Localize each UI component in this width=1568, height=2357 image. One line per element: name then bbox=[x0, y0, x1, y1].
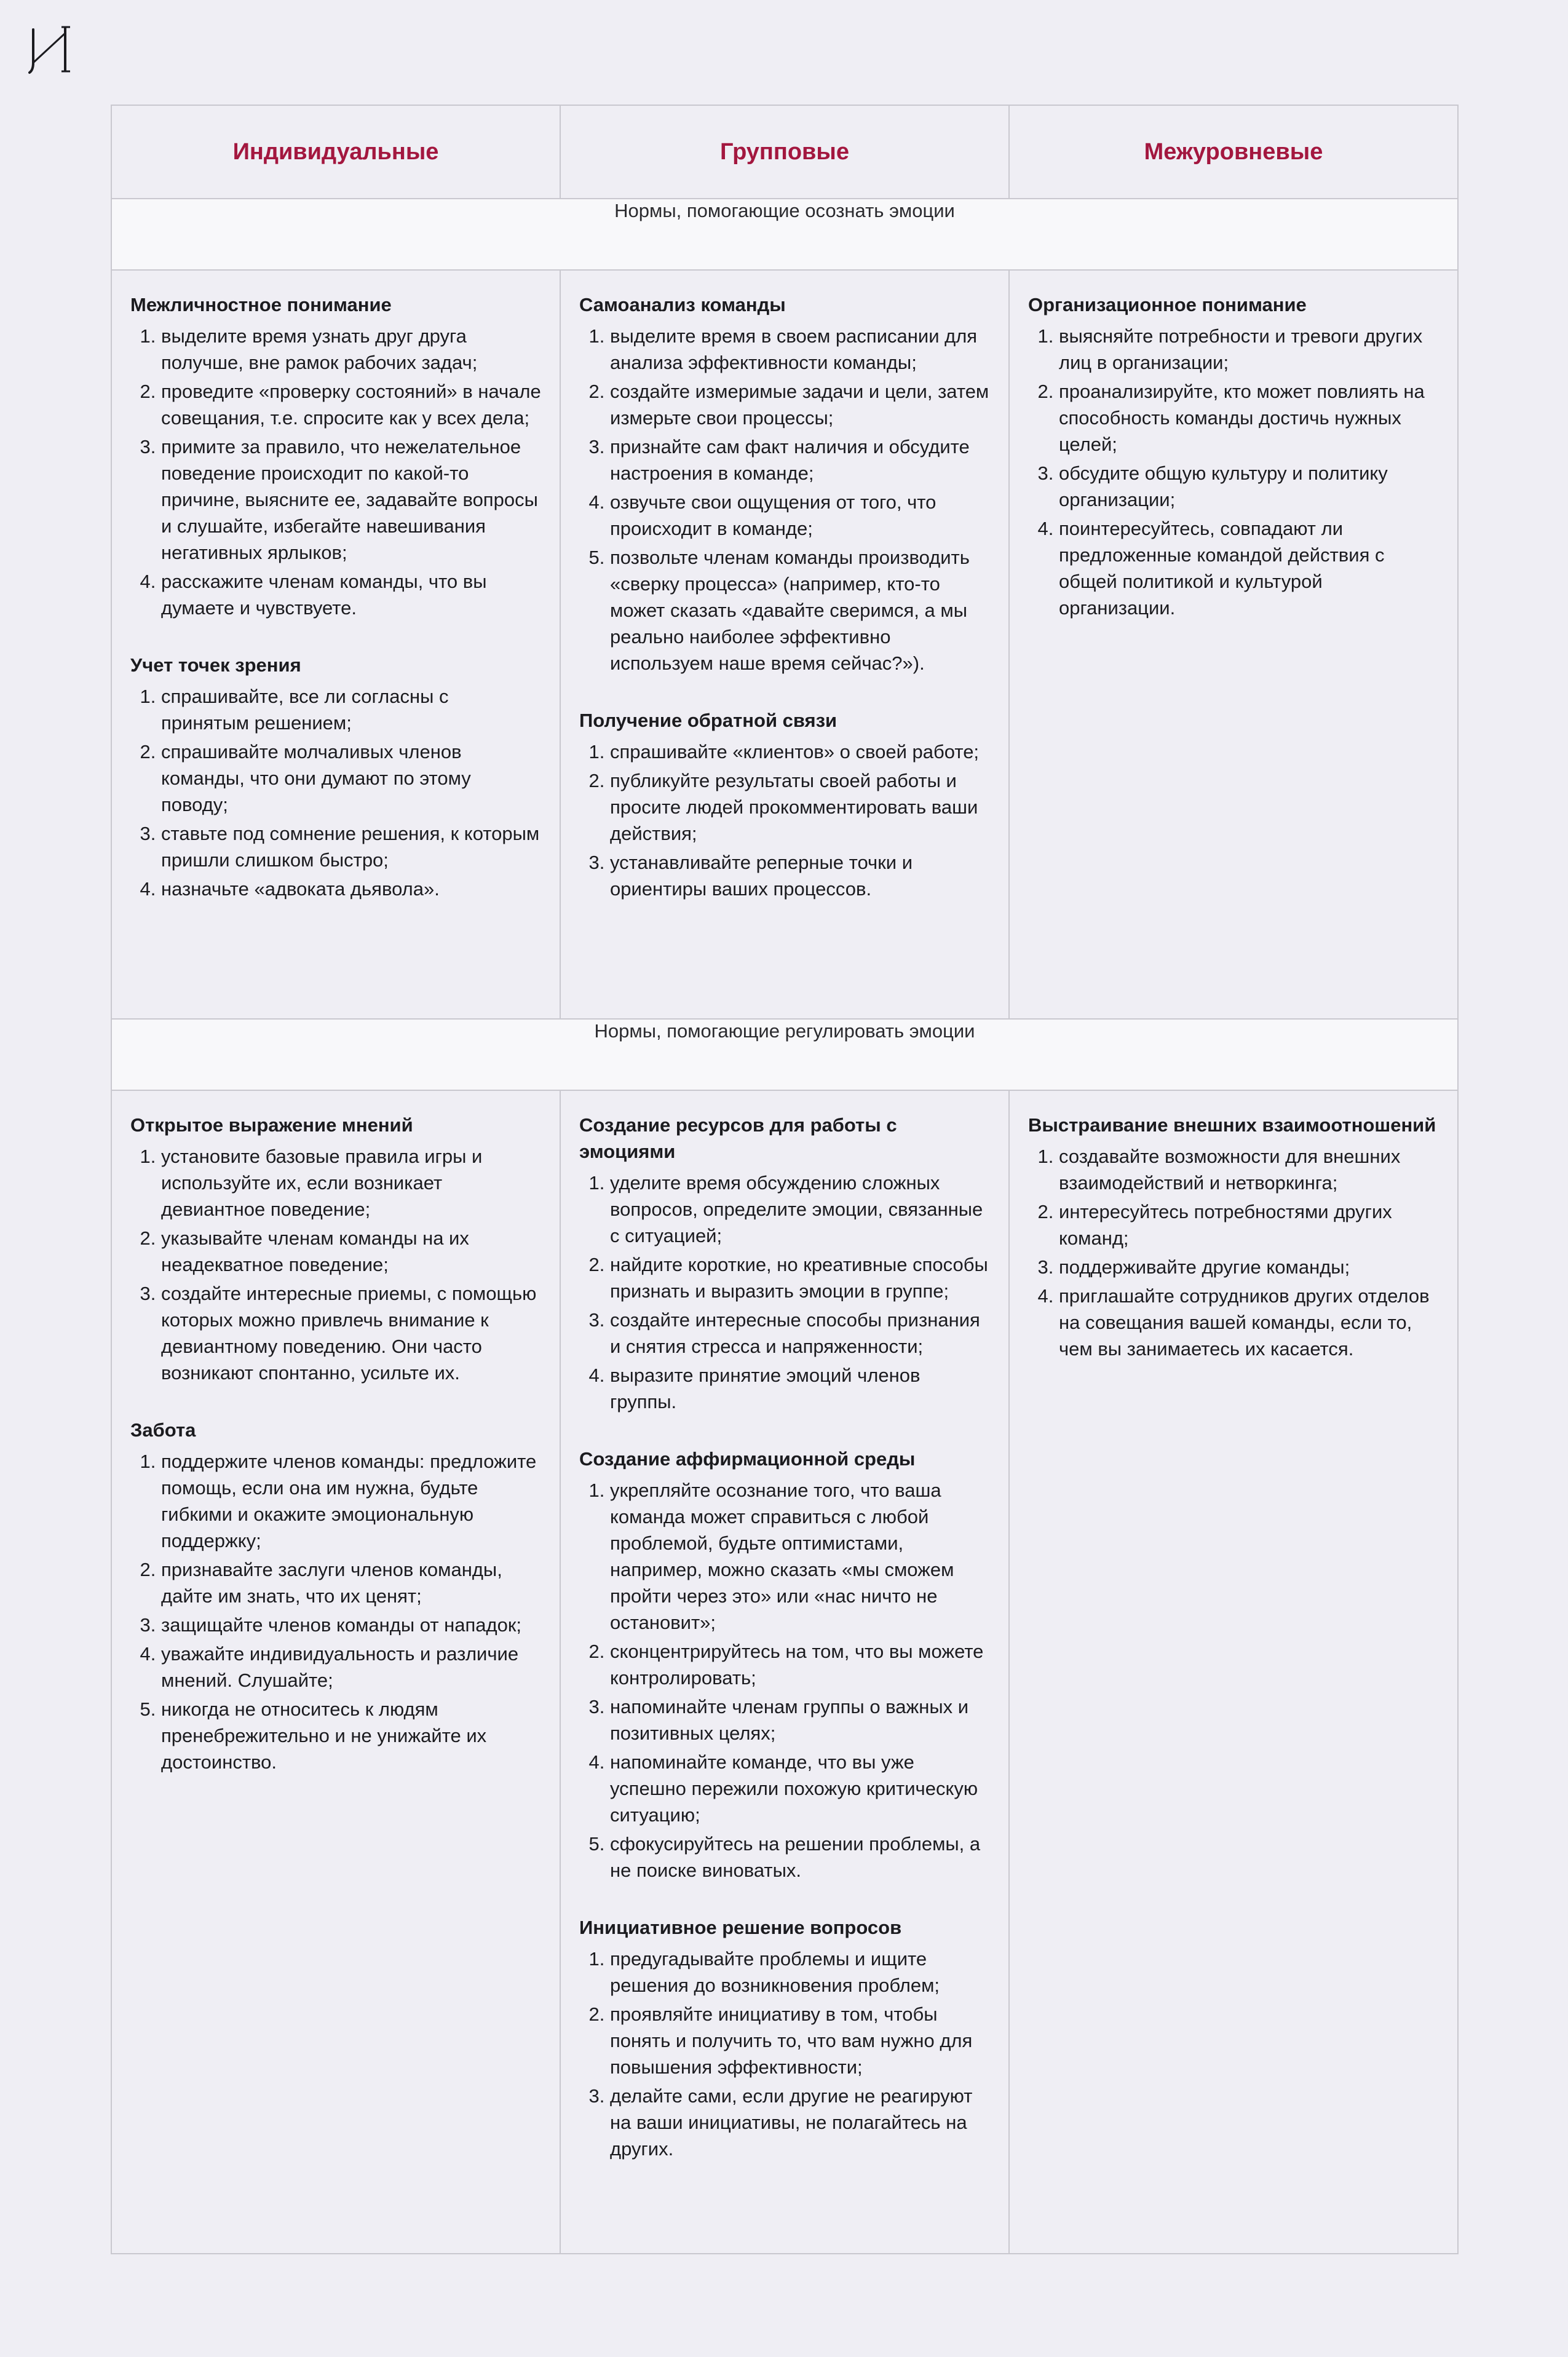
section-row bbox=[111, 1019, 1458, 1090]
norm-list-item: 3. делайте сами, если другие не реагируют на ваши инициативы, не полагайтесь на других. bbox=[610, 2083, 990, 2162]
norm-list-item: 2. интересуйтесь потребностями других команд; bbox=[1059, 1198, 1439, 1251]
norm-list bbox=[579, 1477, 990, 1884]
norm-group-title: Учет точек зрения bbox=[130, 654, 301, 676]
norm-list bbox=[579, 1170, 990, 1415]
section-title: Нормы, помогающие осознать эмоции bbox=[111, 199, 1458, 270]
norm-group-title: Получение обратной связи bbox=[579, 710, 837, 731]
norm-list-item: 3. ставьте под сомнение решения, к которым пришли слишком быстро; bbox=[161, 820, 541, 873]
norm-list-item: 2. указывайте членам команды на их неадекватное поведение; bbox=[161, 1225, 541, 1278]
norm-list-item: 1. спрашивайте, все ли согласны с принятым решением; bbox=[161, 683, 541, 736]
norm-group-title: Создание аффирмационной среды bbox=[579, 1448, 916, 1470]
norm-list-item: 3. устанавливайте реперные точки и ориентиры ваших процессов. bbox=[610, 849, 990, 902]
norm-group-title: Открытое выражение мнений bbox=[130, 1114, 413, 1136]
norm-list bbox=[130, 683, 541, 902]
norm-list-item: 3. создайте интересные приемы, с помощью которых можно привлечь внимание к девиантному поведению. Они часто возникают спонтанно, усильте их. bbox=[161, 1280, 541, 1386]
norm-group bbox=[579, 1914, 990, 2162]
norm-list-item: 3. создайте интересные способы признания и снятия стресса и напряженности; bbox=[610, 1307, 990, 1360]
norm-list-item: 3. признайте сам факт наличия и обсудите настроения в команде; bbox=[610, 434, 990, 486]
norm-group-title: Инициативное решение вопросов bbox=[579, 1917, 902, 1938]
norm-list-item: 3. обсудите общую культуру и политику организации; bbox=[1059, 460, 1439, 513]
norm-list bbox=[1028, 1143, 1439, 1362]
norm-group bbox=[130, 1417, 541, 1775]
norm-list-item: 1. выделите время узнать друг друга получше, вне рамок рабочих задач; bbox=[161, 323, 541, 376]
norm-list-item: 2. спрашивайте молчаливых членов команды, что они думают по этому поводу; bbox=[161, 739, 541, 818]
norm-group bbox=[1028, 291, 1439, 621]
column-header-individual: Индивидуальные bbox=[111, 105, 560, 199]
norm-cell bbox=[560, 270, 1009, 1019]
norm-group bbox=[1028, 1112, 1439, 1362]
norm-group-title: Межличностное понимание bbox=[130, 294, 392, 315]
norm-list-item: 2. проанализируйте, кто может повлиять на способность команды достичь нужных целей; bbox=[1059, 378, 1439, 458]
norms-table bbox=[111, 105, 1459, 2254]
norm-list-item: 2. проявляйте инициативу в том, чтобы понять и получить то, что вам нужно для повышения эффективности; bbox=[610, 2001, 990, 2080]
section-title: Нормы, помогающие регулировать эмоции bbox=[111, 1019, 1458, 1090]
norm-list bbox=[130, 1448, 541, 1775]
norm-list-item: 2. сконцентрируйтесь на том, что вы можете контролировать; bbox=[610, 1638, 990, 1691]
norm-group-title: Самоанализ команды bbox=[579, 294, 786, 315]
norm-list bbox=[130, 1143, 541, 1386]
norm-list bbox=[579, 739, 990, 902]
norm-list-item: 5. никогда не относитесь к людям пренебрежительно и не унижайте их достоинство. bbox=[161, 1696, 541, 1775]
monogram-icon bbox=[28, 25, 75, 75]
norm-group-title: Организационное понимание bbox=[1028, 294, 1307, 315]
norm-list bbox=[130, 323, 541, 621]
norm-list bbox=[579, 1946, 990, 2162]
norm-list-item: 4. расскажите членам команды, что вы думаете и чувствуете. bbox=[161, 568, 541, 621]
norm-list-item: 2. проведите «проверку состояний» в начале совещания, т.е. спросите как у всех дела; bbox=[161, 378, 541, 431]
norm-list-item: 1. выясняйте потребности и тревоги других лиц в организации; bbox=[1059, 323, 1439, 376]
norm-group bbox=[130, 1112, 541, 1386]
norm-group-title: Выстраивание внешних взаимоотношений bbox=[1028, 1114, 1436, 1136]
norm-list-item: 1. поддержите членов команды: предложите помощь, если она им нужна, будьте гибкими и окажите эмоциональную поддержку; bbox=[161, 1448, 541, 1554]
norm-cell bbox=[1009, 270, 1458, 1019]
norm-group bbox=[130, 652, 541, 902]
norm-list bbox=[1028, 323, 1439, 621]
norm-list-item: 1. предугадывайте проблемы и ищите решения до возникновения проблем; bbox=[610, 1946, 990, 1998]
norm-list-item: 5. позвольте членам команды производить «сверку процесса» (например, кто-то может сказать «давайте сверимся, а мы реально наиболее эффективно используем наше время сейчас?»). bbox=[610, 544, 990, 676]
norm-list-item: 4. приглашайте сотрудников других отделов на совещания вашей команды, если то, чем вы занимаетесь их касается. bbox=[1059, 1283, 1439, 1362]
column-header-group: Групповые bbox=[560, 105, 1009, 199]
norm-list-item: 3. поддерживайте другие команды; bbox=[1059, 1254, 1439, 1280]
norm-list-item: 1. установите базовые правила игры и используйте их, если возникает девиантное поведение; bbox=[161, 1143, 541, 1222]
norm-cell bbox=[111, 1090, 560, 2254]
norm-group bbox=[579, 1446, 990, 1884]
norm-group bbox=[579, 291, 990, 676]
section-content-row bbox=[111, 270, 1458, 1019]
norm-group-title: Создание ресурсов для работы с эмоциями bbox=[579, 1114, 897, 1162]
norm-list-item: 1. укрепляйте осознание того, что ваша команда может справиться с любой проблемой, будьте оптимистами, например, можно сказать «мы сможем пройти через это» или «нас ничто не остановит»; bbox=[610, 1477, 990, 1636]
norm-list-item: 1. выделите время в своем расписании для анализа эффективности команды; bbox=[610, 323, 990, 376]
norm-list-item: 4. уважайте индивидуальность и различие мнений. Слушайте; bbox=[161, 1641, 541, 1693]
column-header-cross-level: Межуровневые bbox=[1009, 105, 1458, 199]
norm-list-item: 4. выразите принятие эмоций членов группы. bbox=[610, 1362, 990, 1415]
norm-cell bbox=[111, 270, 560, 1019]
norm-list-item: 2. найдите короткие, но креативные способы признать и выразить эмоции в группе; bbox=[610, 1251, 990, 1304]
column-header-row bbox=[111, 105, 1458, 199]
norm-group-title: Забота bbox=[130, 1419, 196, 1441]
norm-list-item: 4. озвучьте свои ощущения от того, что происходит в команде; bbox=[610, 489, 990, 542]
norm-list-item: 2. создайте измеримые задачи и цели, затем измерьте свои процессы; bbox=[610, 378, 990, 431]
norm-group bbox=[130, 291, 541, 621]
norm-list-item: 4. поинтересуйтесь, совпадают ли предложенные командой действия с общей политикой и культурой организации. bbox=[1059, 515, 1439, 621]
norm-list-item: 4. назначьте «адвоката дьявола». bbox=[161, 876, 541, 902]
norm-list-item: 5. сфокусируйтесь на решении проблемы, а не поиске виноватых. bbox=[610, 1831, 990, 1884]
norm-list bbox=[579, 323, 990, 676]
norm-list-item: 1. спрашивайте «клиентов» о своей работе; bbox=[610, 739, 990, 765]
section-content-row bbox=[111, 1090, 1458, 2254]
norm-group bbox=[579, 707, 990, 902]
norm-list-item: 3. примите за правило, что нежелательное поведение происходит по какой-то причине, выясните ее, задавайте вопросы и слушайте, избегайте навешивания негативных ярлыков; bbox=[161, 434, 541, 566]
norm-list-item: 1. создавайте возможности для внешних взаимодействий и нетворкинга; bbox=[1059, 1143, 1439, 1196]
norm-group bbox=[579, 1112, 990, 1415]
norm-list-item: 3. защищайте членов команды от нападок; bbox=[161, 1612, 541, 1638]
brand-logo bbox=[28, 25, 75, 75]
norm-list-item: 4. напоминайте команде, что вы уже успешно пережили похожую критическую ситуацию; bbox=[610, 1749, 990, 1828]
norm-cell bbox=[560, 1090, 1009, 2254]
norm-list-item: 1. уделите время обсуждению сложных вопросов, определите эмоции, связанные с ситуацией; bbox=[610, 1170, 990, 1249]
norm-list-item: 3. напоминайте членам группы о важных и позитивных целях; bbox=[610, 1693, 990, 1746]
norm-list-item: 2. публикуйте результаты своей работы и просите людей прокомментировать ваши действия; bbox=[610, 767, 990, 847]
norm-list-item: 2. признавайте заслуги членов команды, дайте им знать, что их ценят; bbox=[161, 1556, 541, 1609]
section-row bbox=[111, 199, 1458, 270]
norm-cell bbox=[1009, 1090, 1458, 2254]
